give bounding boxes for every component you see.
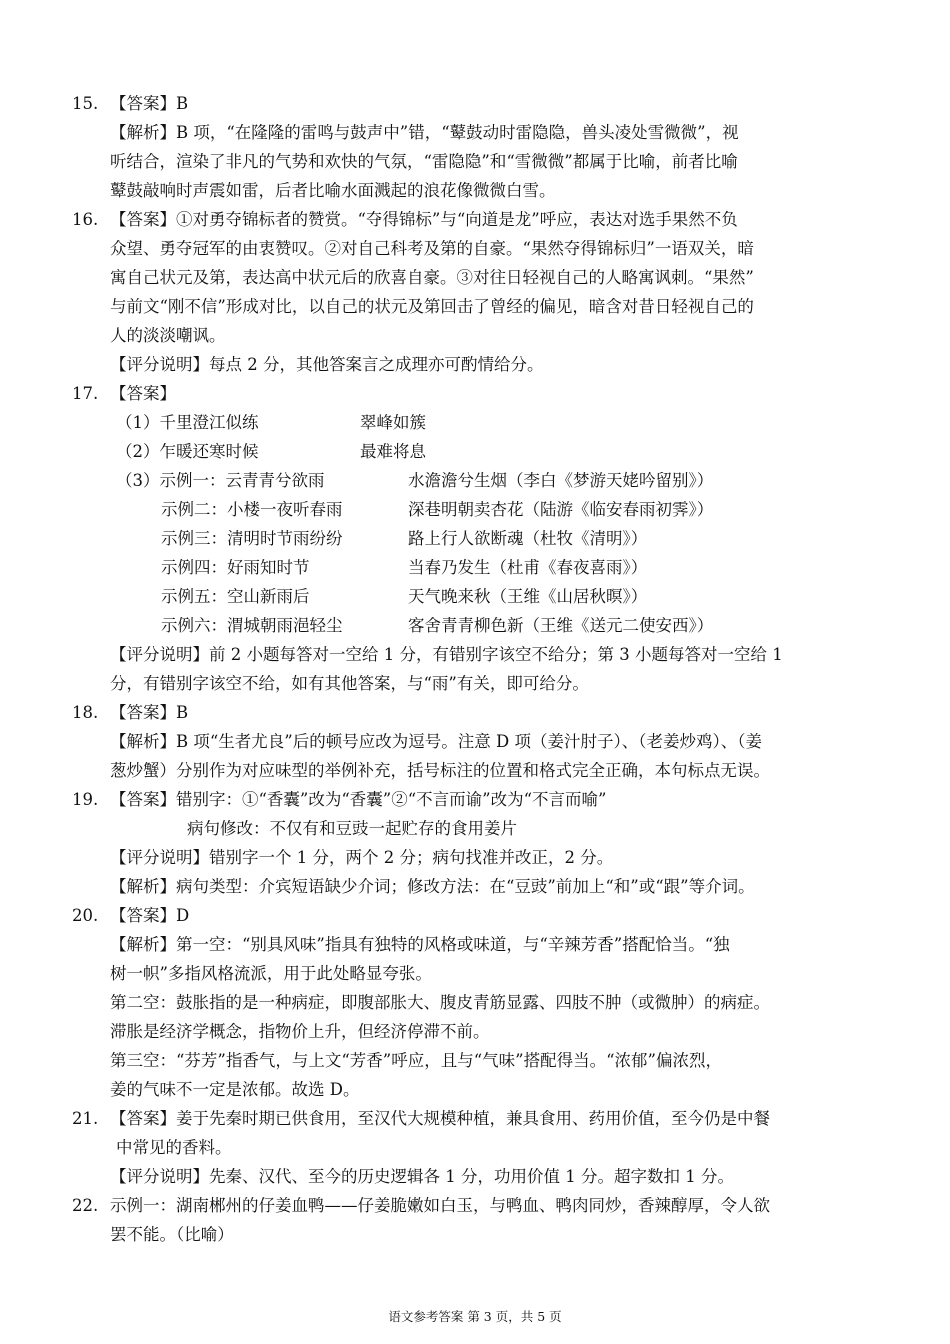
q21-answer-line: 【答案】姜于先秦时期已供食用，至汉代大规模种植，兼具食用、药用价值，至今仍是中餐 bbox=[110, 1109, 770, 1128]
q17-item-second: 路上行人欲断魂（杜牧《清明》） bbox=[408, 529, 648, 548]
q20-analysis-line: 滞胀是经济学概念，指物价上升，但经济停滞不前。 bbox=[110, 1022, 490, 1041]
q17-item-second: 水澹澹兮生烟（李白《梦游天姥吟留别》） bbox=[408, 471, 714, 490]
q20-answer: 【答案】D bbox=[110, 906, 190, 925]
q20-number: 20. bbox=[72, 906, 99, 925]
q22-example-line: 罢不能。（比喻） bbox=[110, 1225, 234, 1244]
q16-number: 16. bbox=[72, 210, 99, 229]
q17-item-label: （1）千里澄江似练 bbox=[116, 413, 259, 432]
q19-answer: 【答案】错别字：①“香囊”改为“香囊”②“不言而谕”改为“不言而喻” bbox=[110, 790, 607, 809]
q19-analysis: 【解析】病句类型：介宾短语缺少介词；修改方法：在“豆豉”前加上“和”或“跟”等介词。 bbox=[110, 877, 755, 896]
q16-answer-line: 【答案】①对勇夺锦标者的赞赏。“夺得锦标”与“向道是龙”呼应，表达对选手果然不负 bbox=[110, 210, 738, 229]
q16-answer-line: 众望、勇夺冠军的由衷赞叹。②对自己科考及第的自豪。“果然夺得锦标归”一语双关，暗 bbox=[110, 239, 754, 258]
q17-item-second: 深巷明朝卖杏花（陆游《临安春雨初霁》） bbox=[408, 500, 714, 519]
q20-analysis-line: 第三空：“芬芳”指香气，与上文“芳香”呼应，且与“气味”搭配得当。“浓郁”偏浓烈， bbox=[110, 1051, 722, 1070]
q17-answer: 【答案】 bbox=[110, 384, 176, 403]
q22-number: 22. bbox=[72, 1196, 99, 1215]
q17-item-second: 天气晚来秋（王维《山居秋暝》） bbox=[408, 587, 648, 606]
q15-number: 15. bbox=[72, 94, 99, 113]
q21-answer-line: 中常见的香料。 bbox=[116, 1138, 232, 1157]
q17-item-second: 翠峰如簇 bbox=[360, 413, 426, 432]
q21-scoring: 【评分说明】先秦、汉代、至今的历史逻辑各 1 分，功用价值 1 分。超字数扣 1 分。 bbox=[110, 1167, 734, 1186]
page-footer: 语文参考答案 第 3 页，共 5 页 bbox=[388, 1309, 562, 1324]
q15-answer: 【答案】B bbox=[110, 94, 189, 113]
q17-item-label: （2）乍暖还寒时候 bbox=[116, 442, 259, 461]
q17-item-second: 最难将息 bbox=[360, 442, 426, 461]
q15-analysis-line: 鼙鼓敲响时声震如雷，后者比喻水面溅起的浪花像微微白雪。 bbox=[110, 181, 556, 200]
q18-analysis-line: 葱炒蟹）分别作为对应味型的举例补充，括号标注的位置和格式完全正确，本句标点无误。 bbox=[110, 761, 770, 780]
q20-analysis-line: 树一帜”多指风格流派，用于此处略显夸张。 bbox=[110, 964, 432, 983]
q16-answer-line: 与前文“刚不信”形成对比，以自己的状元及第回击了曾经的偏见，暗含对昔日轻视自己的 bbox=[110, 297, 754, 316]
q19-revision: 病句修改：不仅有和豆豉一起贮存的食用姜片 bbox=[187, 819, 517, 838]
q18-analysis-line: 【解析】B 项“生者尤良”后的顿号应改为逗号。注意 D 项（姜汁肘子）、（老姜炒鸡）、（姜 bbox=[110, 732, 762, 751]
q22-example-line: 示例一：湖南郴州的仔姜血鸭——仔姜脆嫩如白玉，与鸭血、鸭肉同炒，香辣醇厚，令人欲 bbox=[110, 1196, 770, 1215]
q19-number: 19. bbox=[72, 790, 99, 809]
q19-scoring: 【评分说明】错别字一个 1 分，两个 2 分；病句找准并改正，2 分。 bbox=[110, 848, 614, 867]
q17-number: 17. bbox=[72, 384, 99, 403]
q17-item-label: 示例四：好雨知时节 bbox=[161, 558, 310, 577]
q16-answer-line: 寓自己状元及第，表达高中状元后的欣喜自豪。③对往日轻视自己的人略寓讽刺。“果然” bbox=[110, 268, 754, 287]
q20-analysis-line: 【解析】第一空：“别具风味”指具有独特的风格或味道，与“辛辣芳香”搭配恰当。“独 bbox=[110, 935, 730, 954]
q20-analysis-line: 第二空：鼓胀指的是一种病症，即腹部胀大、腹皮青筋显露、四肢不肿（或微肿）的病症。 bbox=[110, 993, 770, 1012]
q17-item-second: 当春乃发生（杜甫《春夜喜雨》） bbox=[408, 558, 648, 577]
q17-item-label: 示例六：渭城朝雨浥轻尘 bbox=[161, 616, 343, 635]
q17-item-label: 示例二：小楼一夜听春雨 bbox=[161, 500, 343, 519]
q17-item-label: （3）示例一：云青青兮欲雨 bbox=[116, 471, 325, 490]
q17-item-second: 客舍青青柳色新（王维《送元二使安西》） bbox=[408, 616, 714, 635]
q17-scoring-line: 分，有错别字该空不给，如有其他答案，与“雨”有关，即可给分。 bbox=[110, 674, 589, 693]
q16-answer-line: 人的淡淡嘲讽。 bbox=[110, 326, 226, 345]
q21-number: 21. bbox=[72, 1109, 99, 1128]
q15-analysis-line: 听结合，渲染了非凡的气势和欢快的气氛，“雷隐隐”和“雪微微”都属于比喻，前者比喻 bbox=[110, 152, 738, 171]
q17-scoring-line: 【评分说明】前 2 小题每答对一空给 1 分，有错别字该空不给分；第 3 小题每答对一空给 1 bbox=[110, 645, 783, 664]
q16-scoring: 【评分说明】每点 2 分，其他答案言之成理亦可酌情给分。 bbox=[110, 355, 544, 374]
q17-item-label: 示例五：空山新雨后 bbox=[161, 587, 310, 606]
q20-analysis-line: 姜的气味不一定是浓郁。故选 D。 bbox=[110, 1080, 360, 1099]
q18-answer: 【答案】B bbox=[110, 703, 189, 722]
q17-item-label: 示例三：清明时节雨纷纷 bbox=[161, 529, 343, 548]
q18-number: 18. bbox=[72, 703, 99, 722]
q15-analysis-line: 【解析】B 项，“在隆隆的雷鸣与鼓声中”错，“鼙鼓动时雷隐隐，兽头凌处雪微微”，视 bbox=[110, 123, 739, 142]
